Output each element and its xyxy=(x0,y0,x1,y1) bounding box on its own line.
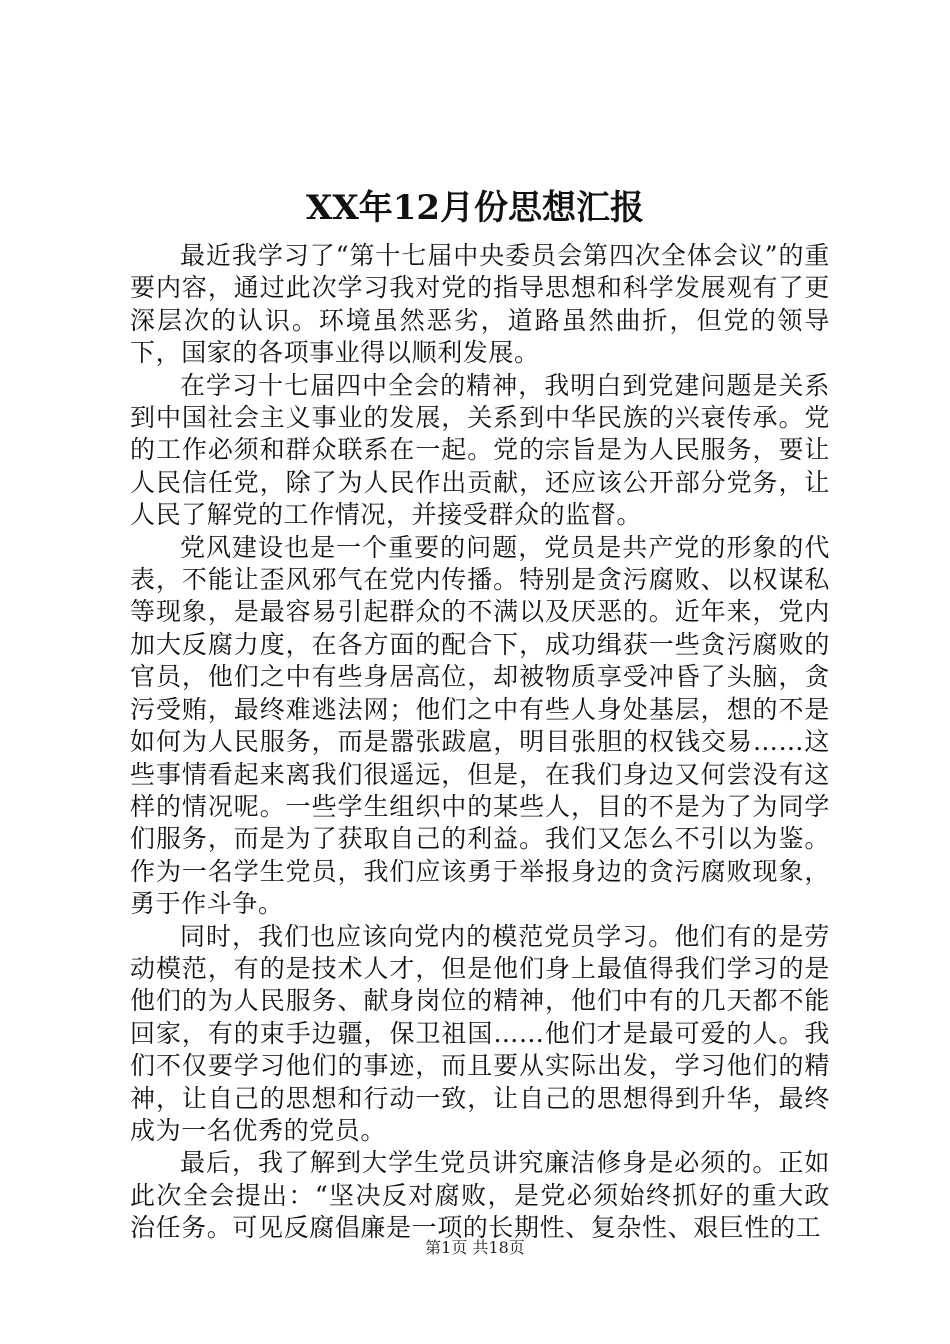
document-title: XX年12月份思想汇报 xyxy=(305,188,645,228)
paragraph: 最后，我了解到大学生党员讲究廉洁修身是必须的。正如此次全会提出：“坚决反对腐败，是党必须始终抓好的重大政治任务。可见反腐倡廉是一项的长期性、复杂性、艰巨性的工 xyxy=(130,1148,830,1243)
paragraph: 党风建设也是一个重要的问题，党员是共产党的形象的代表，不能让歪风邪气在党内传播。特别是贪污腐败、以权谋私等现象，是最容易引起群众的不满以及厌恶的。近年来，党内加大反腐力度，在各方面的配合下，成功缉获一些贪污腐败的官员，他们之中有些身居高位，却被物质享受冲昏了头脑，贪污受贿，最终难逃法网；他们之中有些人身处基层，想的不是如何为人民服务，而是嚣张跋扈，明目张胆的权钱交易……这些事情看起来离我们很遥远，但是，在我们身边又何尝没有这样的情况呢。一些学生组织中的某些人，目的不是为了为同学们服务，而是为了获取自己的利益。我们又怎么不引以为鉴。作为一名学生党员，我们应该勇于举报身边的贪污腐败现象，勇于作斗争。 xyxy=(130,532,830,919)
paragraph: 同时，我们也应该向党内的模范党员学习。他们有的是劳动模范，有的是技术人才，但是他们身上最值得我们学习的是他们的为人民服务、献身岗位的精神，他们中有的几天都不能回家，有的束手边疆，保卫祖国……他们才是最可爱的人。我们不仅要学习他们的事迹，而且要从实际出发，学习他们的精神，让自己的思想和行动一致，让自己的思想得到升华，最终成为一名优秀的党员。 xyxy=(130,921,830,1145)
paragraph: 最近我学习了“第十七届中央委员会第四次全体会议”的重要内容，通过此次学习我对党的指导思想和科学发展观有了更深层次的认识。环境虽然恶劣，道路虽然曲折，但党的领导下，国家的各项事业得以顺利发展。 xyxy=(130,241,830,368)
document-body xyxy=(130,240,830,1245)
page-number-footer: 第1页 共18页 xyxy=(425,1238,525,1257)
paragraph: 在学习十七届四中全会的精神，我明白到党建问题是关系到中国社会主义事业的发展，关系到中华民族的兴衰传承。党的工作必须和群众联系在一起。党的宗旨是为人民服务，要让人民信任党，除了为人民作出贡献，还应该公开部分党务，让人民了解党的工作情况，并接受群众的监督。 xyxy=(130,370,830,530)
